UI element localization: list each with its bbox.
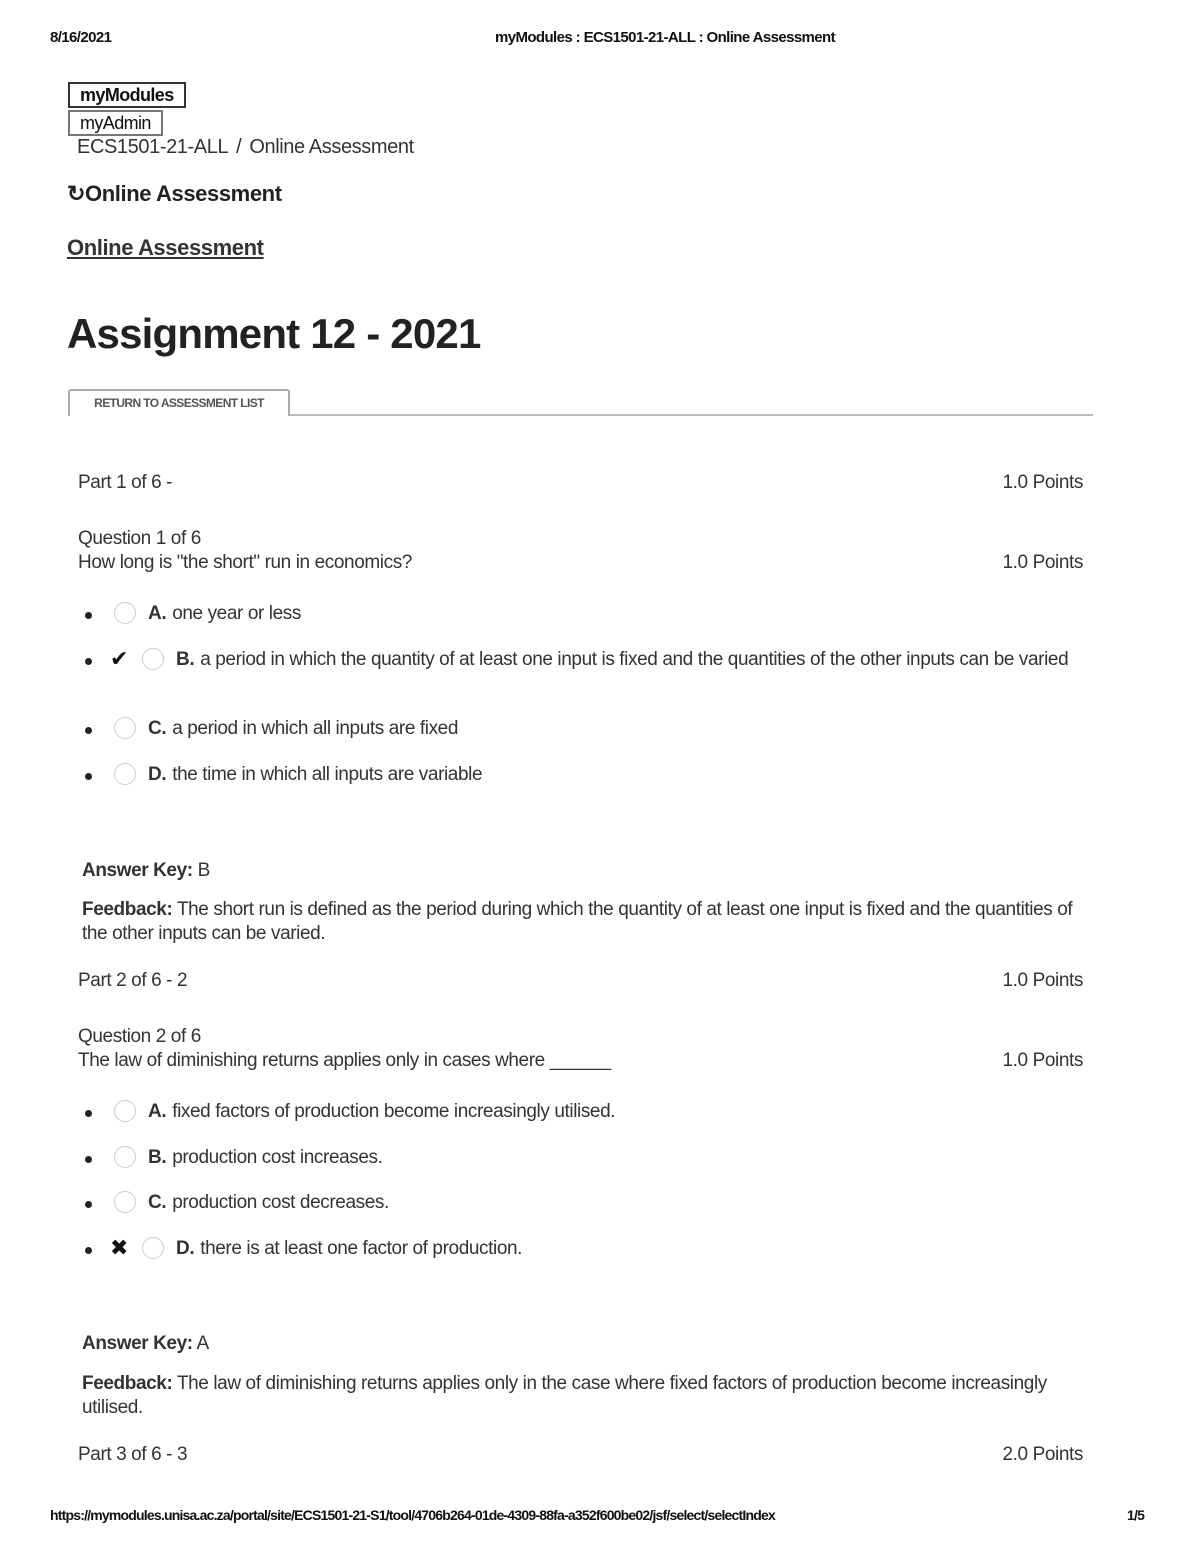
breadcrumb: [77, 136, 414, 159]
answer-key-value: B: [197, 860, 210, 881]
print-page-number: 1/5: [1127, 1507, 1145, 1523]
print-page-title: myModules : ECS1501-21-ALL : Online Assessment: [494, 29, 835, 46]
part-2-label: Part 2 of 6 - 2: [78, 970, 188, 991]
breadcrumb-course[interactable]: ECS1501-21-ALL: [77, 136, 229, 158]
bullet: [85, 1110, 92, 1117]
option-letter: C.: [148, 718, 167, 739]
assessment-title: Assignment 12 - 2021: [67, 310, 481, 357]
question-1-answer-key: [82, 860, 210, 882]
breadcrumb-tool: Online Assessment: [249, 136, 414, 158]
my-modules-button[interactable]: myModules: [68, 82, 186, 108]
correct-check-icon: ✔: [110, 646, 129, 671]
question-2-option-b: [85, 1146, 383, 1170]
feedback-label: Feedback:: [82, 899, 173, 920]
option-radio[interactable]: [114, 602, 136, 624]
question-2-option-a: [85, 1100, 615, 1124]
tool-title: [67, 181, 282, 207]
feedback-text: The law of diminishing returns applies only in the case where fixed factors of production become increasingly utilised.: [82, 1373, 1047, 1418]
option-letter: B.: [176, 649, 195, 670]
print-date: 8/16/2021: [50, 29, 112, 46]
question-1-option-a: [85, 602, 301, 626]
option-letter: C.: [148, 1192, 167, 1213]
feedback-label: Feedback:: [82, 1373, 173, 1394]
option-text: fixed factors of production become increasingly utilised.: [172, 1101, 616, 1122]
option-radio[interactable]: [142, 1237, 164, 1259]
option-letter: D.: [176, 1238, 195, 1259]
question-2-number: Question 2 of 6: [78, 1026, 201, 1047]
bullet: [85, 1247, 92, 1254]
option-radio[interactable]: [114, 763, 136, 785]
option-radio[interactable]: [114, 1100, 136, 1122]
option-text: one year or less: [172, 603, 301, 624]
return-to-assessment-list-button[interactable]: RETURN TO ASSESSMENT LIST: [68, 389, 290, 416]
bullet: [85, 773, 92, 780]
question-2-option-c: [85, 1191, 389, 1215]
question-1-feedback: [82, 898, 1092, 946]
breadcrumb-separator: /: [236, 136, 242, 158]
feedback-text: The short run is defined as the period during which the quantity of at least one input is fixed and the quantities of the other inputs can be varied.: [82, 899, 1073, 944]
option-letter: A.: [148, 1101, 167, 1122]
option-radio[interactable]: [114, 1146, 136, 1168]
answer-key-label: Answer Key:: [82, 1333, 193, 1354]
option-text: there is at least one factor of production.: [200, 1238, 523, 1259]
question-2-feedback: [82, 1372, 1092, 1420]
question-1-option-b: [85, 648, 1085, 672]
part-1-points: 1.0 Points: [1002, 472, 1083, 493]
option-text: production cost decreases.: [172, 1192, 389, 1213]
question-1-points: 1.0 Points: [1002, 552, 1083, 573]
option-radio[interactable]: [114, 717, 136, 739]
print-url: https://mymodules.unisa.ac.za/portal/site/ECS1501-21-S1/tool/4706b264-01de-4309-88fa-a352f600be02/jsf/select/selectIndex: [50, 1507, 775, 1523]
my-admin-button[interactable]: myAdmin: [68, 110, 163, 136]
bullet: [85, 1156, 92, 1163]
part-2-points: 1.0 Points: [1002, 970, 1083, 991]
part-1-label: Part 1 of 6 -: [78, 472, 173, 493]
option-text: the time in which all inputs are variable: [172, 764, 483, 785]
option-letter: A.: [148, 603, 167, 624]
option-text: a period in which all inputs are fixed: [172, 718, 459, 739]
tool-title-text: Online Assessment: [85, 181, 282, 206]
reset-icon[interactable]: ↻: [67, 181, 86, 206]
question-2-text: The law of diminishing returns applies only in cases where ______: [78, 1050, 611, 1071]
incorrect-cross-icon: ✖: [110, 1235, 129, 1260]
question-1-number: Question 1 of 6: [78, 528, 201, 549]
option-radio[interactable]: [114, 1191, 136, 1213]
answer-key-label: Answer Key:: [82, 860, 193, 881]
option-letter: B.: [148, 1147, 167, 1168]
question-1-text: How long is "the short" run in economics?: [78, 552, 412, 573]
tool-link[interactable]: Online Assessment: [67, 235, 264, 260]
bullet: [85, 727, 92, 734]
question-1-option-c: [85, 717, 458, 741]
bullet: [85, 1201, 92, 1208]
part-3-label: Part 3 of 6 - 3: [78, 1444, 188, 1465]
option-text: a period in which the quantity of at least one input is fixed and the quantities of the other inputs can be varied: [200, 649, 1069, 670]
question-2-answer-key: [82, 1333, 209, 1355]
bullet: [85, 612, 92, 619]
question-2-option-d: [85, 1237, 522, 1261]
question-1-option-d: [85, 763, 482, 787]
question-2-points: 1.0 Points: [1002, 1050, 1083, 1071]
part-3-points: 2.0 Points: [1002, 1444, 1083, 1465]
answer-key-value: A: [196, 1333, 209, 1354]
option-text: production cost increases.: [172, 1147, 383, 1168]
option-letter: D.: [148, 764, 167, 785]
